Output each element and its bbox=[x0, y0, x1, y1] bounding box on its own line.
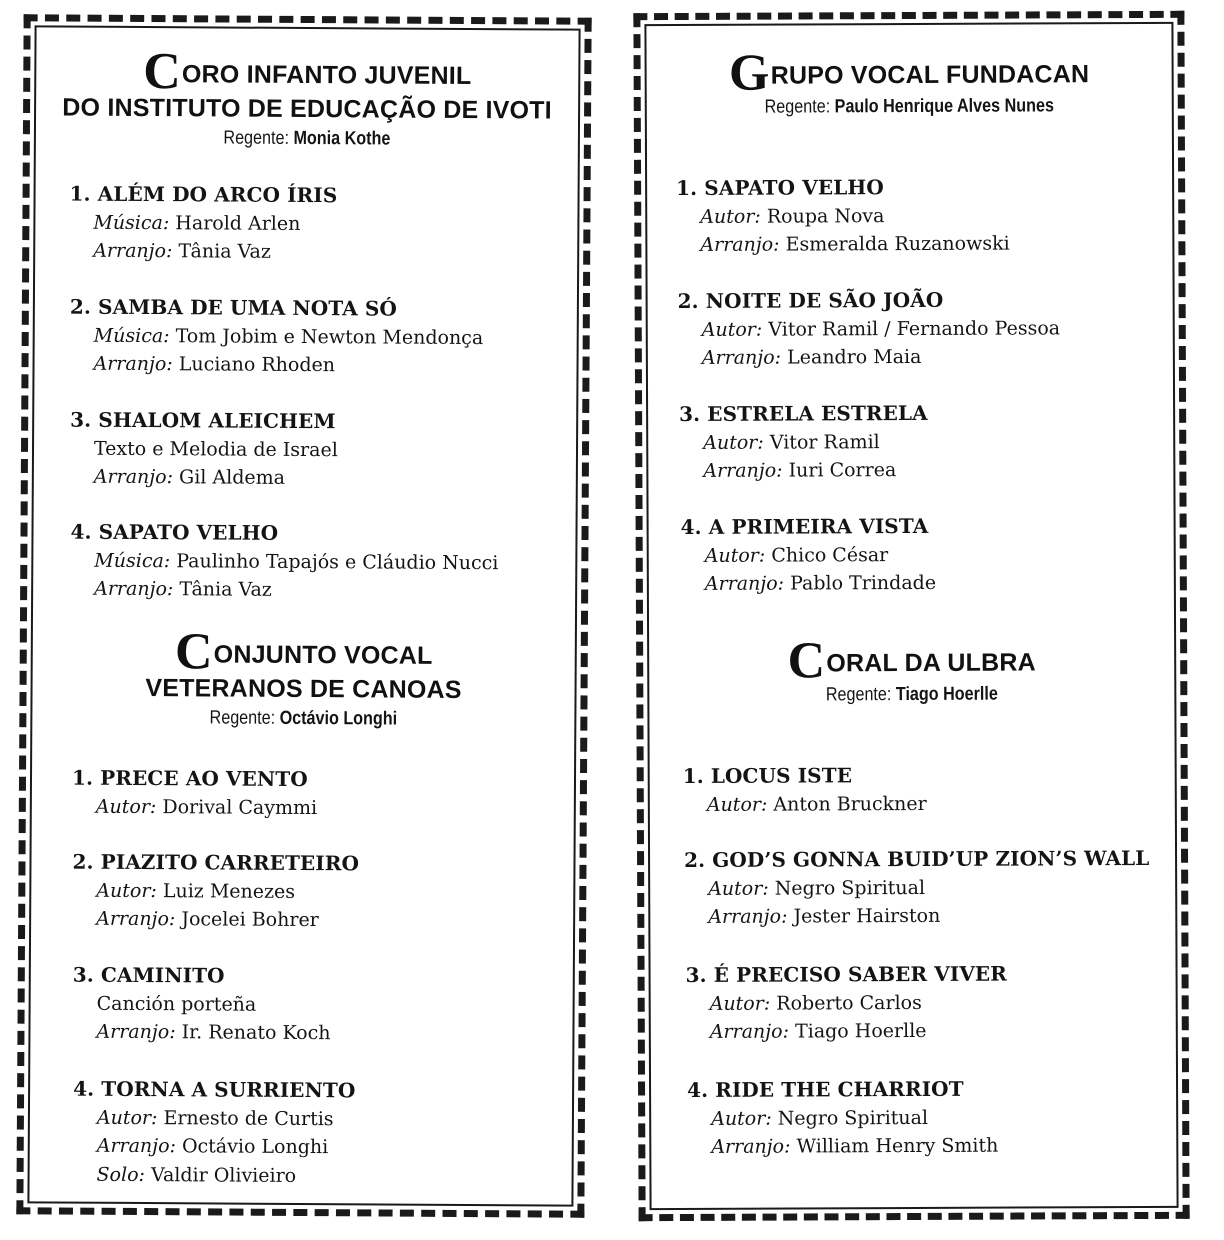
credit-role: Autor: bbox=[709, 992, 771, 1015]
credit-name: Pablo Trindade bbox=[790, 571, 937, 595]
song-title: 1. LOCUS ISTE bbox=[682, 763, 853, 788]
credit-name: Negro Spiritual bbox=[777, 1106, 929, 1130]
song-title: 1. ALÉM DO ARCO ÍRIS bbox=[69, 181, 338, 208]
credit-line bbox=[73, 1132, 355, 1162]
song-title: 4. RIDE THE CHARRIOT bbox=[687, 1076, 964, 1102]
credit-name: Chico César bbox=[771, 543, 889, 567]
credit-name: Octávio Longhi bbox=[181, 1135, 329, 1159]
song-title: 2. GOD’S GONNA BUID’UP ZION’S WALL bbox=[684, 845, 1150, 872]
credit-line bbox=[70, 575, 498, 606]
song-item bbox=[69, 293, 483, 381]
credit-line bbox=[69, 237, 337, 267]
credit-name: Luciano Rhoden bbox=[178, 353, 336, 377]
credit-role: Autor: bbox=[96, 1106, 158, 1129]
section-title bbox=[30, 43, 584, 101]
regente-label: Regente: bbox=[209, 707, 276, 729]
credit-role: Arranjo: bbox=[93, 465, 174, 489]
credit-name: Roupa Nova bbox=[766, 204, 885, 228]
credit-line bbox=[681, 540, 936, 570]
song-title: 1. SAPATO VELHO bbox=[676, 175, 884, 201]
song-title: 3. ESTRELA ESTRELA bbox=[679, 400, 928, 427]
credit-role: Solo: bbox=[96, 1163, 146, 1186]
credit-name: Jester Hairston bbox=[793, 904, 941, 928]
song-note: Canción porteña bbox=[96, 992, 257, 1016]
regente-name: Octávio Longhi bbox=[279, 707, 398, 730]
credit-name: Tiago Hoerlle bbox=[794, 1019, 927, 1043]
credit-role: Arranjo: bbox=[93, 239, 173, 263]
credit-name: Tânia Vaz bbox=[179, 578, 272, 601]
credit-line bbox=[69, 208, 337, 238]
credit-role: Música: bbox=[93, 324, 170, 347]
credit-line bbox=[676, 201, 1009, 231]
credit-role: Autor: bbox=[700, 205, 761, 228]
song-item bbox=[687, 1075, 998, 1162]
title-initial: C bbox=[787, 632, 826, 690]
song-title: 4. TORNA A SURRIENTO bbox=[73, 1076, 356, 1103]
credit-role: Autor: bbox=[704, 544, 766, 567]
song-item bbox=[70, 406, 338, 493]
credit-role: Autor: bbox=[95, 795, 157, 818]
credit-line bbox=[679, 427, 928, 457]
song-title: 3. SHALOM ALEICHEM bbox=[70, 407, 336, 434]
credit-name: Tânia Vaz bbox=[178, 240, 271, 263]
credit-line bbox=[70, 321, 484, 352]
song-item bbox=[679, 399, 928, 486]
section-title bbox=[641, 44, 1178, 102]
section-heading-coro-infanto-juvenil bbox=[30, 43, 585, 154]
title-rest: ONJUNTO VOCAL bbox=[213, 640, 433, 670]
credit-role: Arranjo: bbox=[94, 577, 174, 601]
credit-role: Arranjo: bbox=[709, 1020, 790, 1043]
song-item bbox=[72, 1075, 355, 1191]
song-item bbox=[70, 518, 499, 606]
credit-name: Harold Arlen bbox=[175, 211, 301, 235]
title-rest: RUPO VOCAL FUNDACAN bbox=[770, 60, 1090, 90]
credit-name: Leandro Maia bbox=[787, 345, 922, 369]
song-note: Texto e Melodia de Israel bbox=[93, 437, 338, 461]
title-initial: C bbox=[174, 623, 213, 681]
credit-line bbox=[70, 463, 338, 493]
credit-name: Valdir Olivieiro bbox=[150, 1163, 297, 1187]
song-item bbox=[686, 960, 1008, 1047]
song-title: 4. A PRIMEIRA VISTA bbox=[680, 513, 929, 540]
credit-role: Arranjo: bbox=[703, 459, 783, 482]
credit-name: Roberto Carlos bbox=[776, 991, 922, 1015]
credit-line bbox=[69, 350, 483, 381]
credit-role: Arranjo: bbox=[93, 352, 173, 376]
credit-role: Autor: bbox=[703, 431, 764, 454]
credit-line bbox=[684, 872, 1149, 903]
song-title: 4. SAPATO VELHO bbox=[70, 519, 279, 545]
credit-name: Vitor Ramil / Fernando Pessoa bbox=[768, 316, 1061, 341]
credit-role: Arranjo: bbox=[704, 572, 785, 595]
credit-role: Arranjo: bbox=[96, 1020, 176, 1044]
credit-line bbox=[687, 1103, 998, 1133]
song-title: 3. É PRECISO SABER VIVER bbox=[685, 961, 1008, 987]
credit-name: Vitor Ramil bbox=[769, 430, 880, 454]
regente-line bbox=[68, 704, 539, 735]
regente-label: Regente: bbox=[764, 96, 831, 118]
credit-role: Autor: bbox=[708, 877, 769, 900]
credit-role: Autor: bbox=[711, 1107, 772, 1130]
credit-line bbox=[686, 1017, 1008, 1047]
credit-line bbox=[676, 230, 1009, 260]
credit-name: Anton Bruckner bbox=[773, 792, 927, 816]
credit-name: Ir. Renato Koch bbox=[181, 1021, 331, 1045]
credit-line bbox=[681, 569, 936, 599]
song-item bbox=[72, 961, 331, 1048]
song-title: 2. NOITE DE SÃO JOÃO bbox=[677, 287, 944, 314]
credit-line bbox=[73, 1103, 355, 1133]
credit-line bbox=[72, 792, 317, 822]
regente-label: Regente: bbox=[223, 127, 290, 149]
credit-name: Jocelei Bohrer bbox=[181, 908, 319, 932]
credit-name: William Henry Smith bbox=[796, 1134, 999, 1158]
title-initial: C bbox=[143, 43, 182, 101]
credit-role: Música: bbox=[93, 211, 170, 234]
credit-line bbox=[684, 901, 1149, 932]
song-item bbox=[676, 173, 1010, 260]
credit-name: Luiz Menezes bbox=[162, 879, 296, 903]
credit-role: Autor: bbox=[96, 879, 157, 902]
credit-name: Tom Jobim e Newton Mendonça bbox=[175, 324, 484, 349]
credit-line bbox=[72, 905, 359, 935]
credit-line bbox=[686, 988, 1008, 1018]
credit-line bbox=[72, 876, 359, 906]
credit-line bbox=[678, 314, 1060, 344]
credit-role: Música: bbox=[94, 549, 171, 572]
credit-name: Ernesto de Curtis bbox=[163, 1106, 334, 1130]
section-heading-conjunto-vocal bbox=[26, 623, 581, 734]
title-rest: ORO INFANTO JUVENIL bbox=[181, 60, 472, 91]
title-initial: G bbox=[728, 44, 770, 102]
section-subtitle: VETERANOS DE CANOAS bbox=[145, 674, 462, 704]
credit-role: Arranjo: bbox=[96, 907, 176, 931]
credit-role: Arranjo: bbox=[708, 905, 788, 928]
song-item bbox=[681, 512, 937, 599]
credit-role: Autor: bbox=[701, 318, 763, 341]
credit-line bbox=[687, 1132, 998, 1162]
section-heading-grupo-vocal-fundacan bbox=[641, 44, 1178, 122]
section-title bbox=[27, 623, 581, 681]
credit-role: Arranjo: bbox=[700, 233, 780, 256]
credit-line bbox=[72, 1018, 330, 1048]
regente-line bbox=[684, 680, 1141, 710]
section-heading-coral-da-ulbra bbox=[643, 632, 1180, 710]
song-title: 2. PIAZITO CARRETEIRO bbox=[72, 849, 360, 876]
credit-name: Iuri Correa bbox=[788, 459, 897, 482]
song-item bbox=[684, 844, 1150, 932]
regente-name: Tiago Hoerlle bbox=[895, 683, 998, 706]
credit-name: Gil Aldema bbox=[179, 466, 286, 489]
credit-line bbox=[72, 1160, 354, 1190]
credit-role: Arranjo: bbox=[701, 346, 782, 369]
song-item bbox=[72, 848, 359, 935]
credit-line bbox=[683, 789, 927, 819]
song-title: 3. CAMINITO bbox=[72, 962, 225, 988]
credit-line bbox=[70, 546, 498, 577]
credit-line bbox=[678, 342, 1060, 372]
song-item bbox=[69, 180, 337, 267]
regente-name: Monia Kothe bbox=[293, 127, 391, 150]
section-title bbox=[643, 632, 1180, 690]
song-title: 2. SAMBA DE UMA NOTA SÓ bbox=[69, 294, 398, 321]
credit-role: Arranjo: bbox=[711, 1135, 791, 1158]
title-rest: ORAL DA ULBRA bbox=[826, 648, 1036, 678]
credit-name: Negro Spiritual bbox=[774, 876, 926, 900]
credit-role: Arranjo: bbox=[96, 1134, 177, 1158]
regente-label: Regente: bbox=[825, 684, 892, 706]
song-item bbox=[72, 764, 318, 822]
credit-name: Esmeralda Ruzanowski bbox=[785, 232, 1010, 256]
program-panel-left bbox=[16, 14, 591, 1217]
credit-name: Dorival Caymmi bbox=[162, 795, 318, 819]
song-item bbox=[683, 761, 927, 819]
section-subtitle: DO INSTITUTO DE EDUCAÇÃO DE IVOTI bbox=[62, 93, 552, 125]
credit-line bbox=[679, 456, 928, 486]
song-item bbox=[678, 285, 1061, 372]
credit-name: Paulinho Tapajós e Cláudio Nucci bbox=[176, 549, 499, 574]
regente-line bbox=[681, 92, 1138, 122]
program-panel-right bbox=[633, 11, 1189, 1221]
regente-name: Paulo Henrique Alves Nunes bbox=[834, 95, 1054, 118]
song-title: 1. PRECE AO VENTO bbox=[71, 765, 308, 792]
credit-role: Autor: bbox=[706, 793, 768, 816]
regente-line bbox=[71, 124, 542, 155]
